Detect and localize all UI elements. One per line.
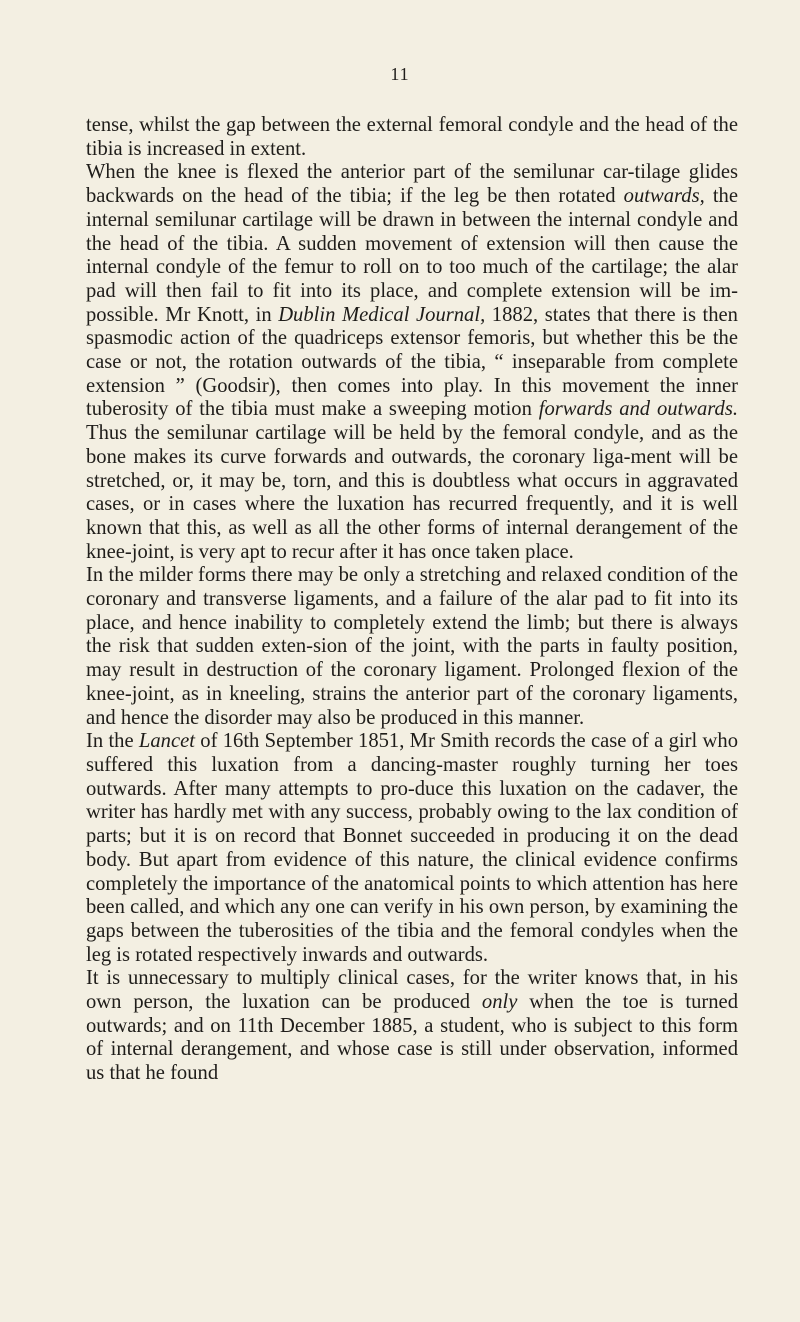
text-run: the internal semilunar cartilage will be drawn in between the internal condyle and the head of the tibia. A sudden movement of extension will then cause the internal condyle of the femur to roll on to too much of the cartilage; the alar pad will then fail to fit into its place, and complete extension will be im-possible. Mr Knott, in [86, 185, 738, 326]
italic-run: outwards, [623, 185, 705, 208]
paragraph-2 [86, 161, 738, 564]
italic-run: only [481, 991, 518, 1014]
paragraph-4 [86, 730, 738, 967]
text-run: when the toe is turned outwards; and on 11th December 1885, a student, who is subject to this form of internal derangement, and whose case is still under observation, informed us that he found [86, 991, 738, 1085]
italic-run: forwards and outwards. [538, 398, 738, 421]
italic-run: Dublin Medical Journal, [278, 303, 486, 326]
italic-run: Lancet [138, 730, 195, 753]
text-run: In the milder forms there may be only a stretching and relaxed condition of the coronary and transverse ligaments, and a failure of the alar pad to fit into its place, and hence inability to completely extend the limb; but there is always the risk that sudden exten-sion of the joint, with the parts in faulty position, may result in destruction of the coronary ligament. Prolonged flexion of the knee-joint, as in kneeling, strains the anterior part of the coronary ligaments, and hence the disorder may also be produced in this manner. [86, 564, 738, 729]
body-text [86, 114, 738, 1086]
text-run: When the knee is flexed the anterior part of the semilunar car-tilage glides backwards on the head of the tibia; if the leg be then rotated [86, 161, 738, 208]
paragraph-1 [86, 114, 738, 161]
text-run: It is unnecessary to multiply clinical cases, for the writer knows that, in his own person, the luxation can be produced [86, 967, 738, 1014]
text-run: of 16th September 1851, Mr Smith records the case of a girl who suffered this luxation from a dancing-master roughly turning her toes outwards. After many attempts to pro-duce this luxation on the cadaver, the writer has hardly met with any success, probably owing to the lax condition of parts; but it is on record that Bonnet succeeded in producing it on the dead body. But apart from evidence of this nature, the clinical evidence confirms completely the importance of the anatomical points to which attention has here been called, and which any one can verify in his own person, by examining the gaps between the tuberosities of the tibia and the femoral condyles when the leg is rotated respectively inwards and outwards. [86, 730, 738, 966]
text-run: 1882, states that there is then spasmodic action of the quadriceps extensor femoris, but whether this be the case or not, the rotation outwards of the tibia, “ inseparable from complete extension ” (Goodsir), then comes into play. In this movement the inner tuberosity of the tibia must make a sweeping motion [86, 303, 738, 421]
page-number: 11 [390, 64, 410, 84]
text-run: tense, whilst the gap between the external femoral condyle and the head of the tibia is increased in extent. [86, 114, 738, 160]
paragraph-3 [86, 564, 738, 730]
text-run: Thus the semilunar cartilage will be held by the femoral condyle, and as the bone makes its curve forwards and outwards, the coronary liga-ment will be stretched, or, it may be, torn, and this is doubtless what occurs in aggravated cases, or in cases where the luxation has recurred frequently, and it is well known that this, as well as all the other forms of internal derangement of the knee-joint, is very apt to recur after it has once taken place. [86, 422, 738, 563]
paragraph-5 [86, 967, 738, 1086]
text-run: In the [86, 730, 139, 753]
